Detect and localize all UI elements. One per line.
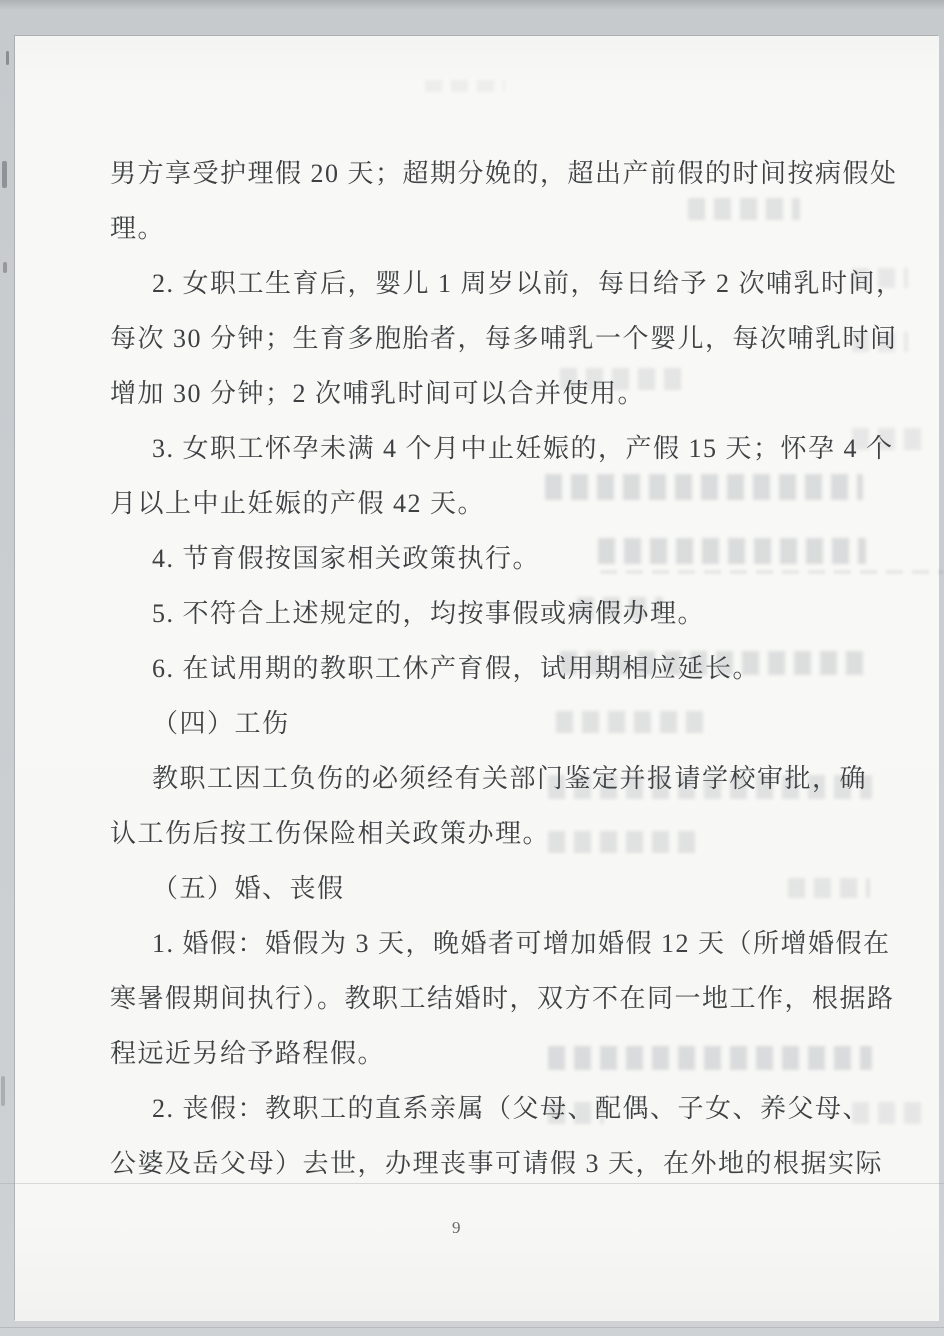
text-line: 每次 30 分钟；生育多胞胎者，每多哺乳一个婴儿，每次哺乳时间: [110, 324, 898, 353]
scan-edge-mark: [1, 1076, 5, 1106]
text-line: 理。: [110, 214, 166, 243]
text-line: 公婆及岳父母）去世，办理丧事可请假 3 天，在外地的根据实际: [110, 1149, 884, 1178]
scan-edge-mark: [3, 262, 7, 273]
text-line: 2. 丧假：教职工的直系亲属（父母、配偶、子女、养父母、: [152, 1094, 871, 1123]
page-number: 9: [452, 1218, 462, 1237]
document-body: [110, 146, 904, 1191]
text-line: （四）工伤: [152, 709, 290, 738]
text-line: 6. 在试用期的教职工休产育假，试用期相应延长。: [152, 654, 761, 683]
text-line: 5. 不符合上述规定的，均按事假或病假办理。: [152, 599, 706, 628]
scan-edge-mark: [2, 161, 7, 188]
text-line: 认工伤后按工伤保险相关政策办理。: [110, 819, 551, 848]
bleedthrough-mark: [425, 80, 505, 92]
paper-crease-line: [0, 1327, 944, 1328]
text-line: 1. 婚假：婚假为 3 天，晚婚者可增加婚假 12 天（所增婚假在: [152, 929, 891, 958]
text-line: 男方享受护理假 20 天；超期分娩的，超出产前假的时间按病假处: [110, 159, 898, 188]
text-line: 增加 30 分钟；2 次哺乳时间可以合并使用。: [110, 379, 646, 408]
text-line: 程远近另给予路程假。: [110, 1039, 386, 1068]
text-line: 月以上中止妊娠的产假 42 天。: [110, 489, 486, 518]
scan-edge-mark: [6, 51, 9, 65]
text-line: 3. 女职工怀孕未满 4 个月中止妊娠的，产假 15 天；怀孕 4 个: [152, 434, 894, 463]
text-line: 教职工因工负伤的必须经有关部门鉴定并报请学校审批，确: [152, 764, 868, 793]
text-line: 寒暑假期间执行）。教职工结婚时，双方不在同一地工作，根据路: [110, 984, 895, 1013]
text-line: 2. 女职工生育后，婴儿 1 周岁以前，每日给予 2 次哺乳时间，: [152, 269, 904, 298]
text-line: （五）婚、丧假: [152, 874, 345, 903]
text-line: 4. 节育假按国家相关政策执行。: [152, 544, 541, 573]
